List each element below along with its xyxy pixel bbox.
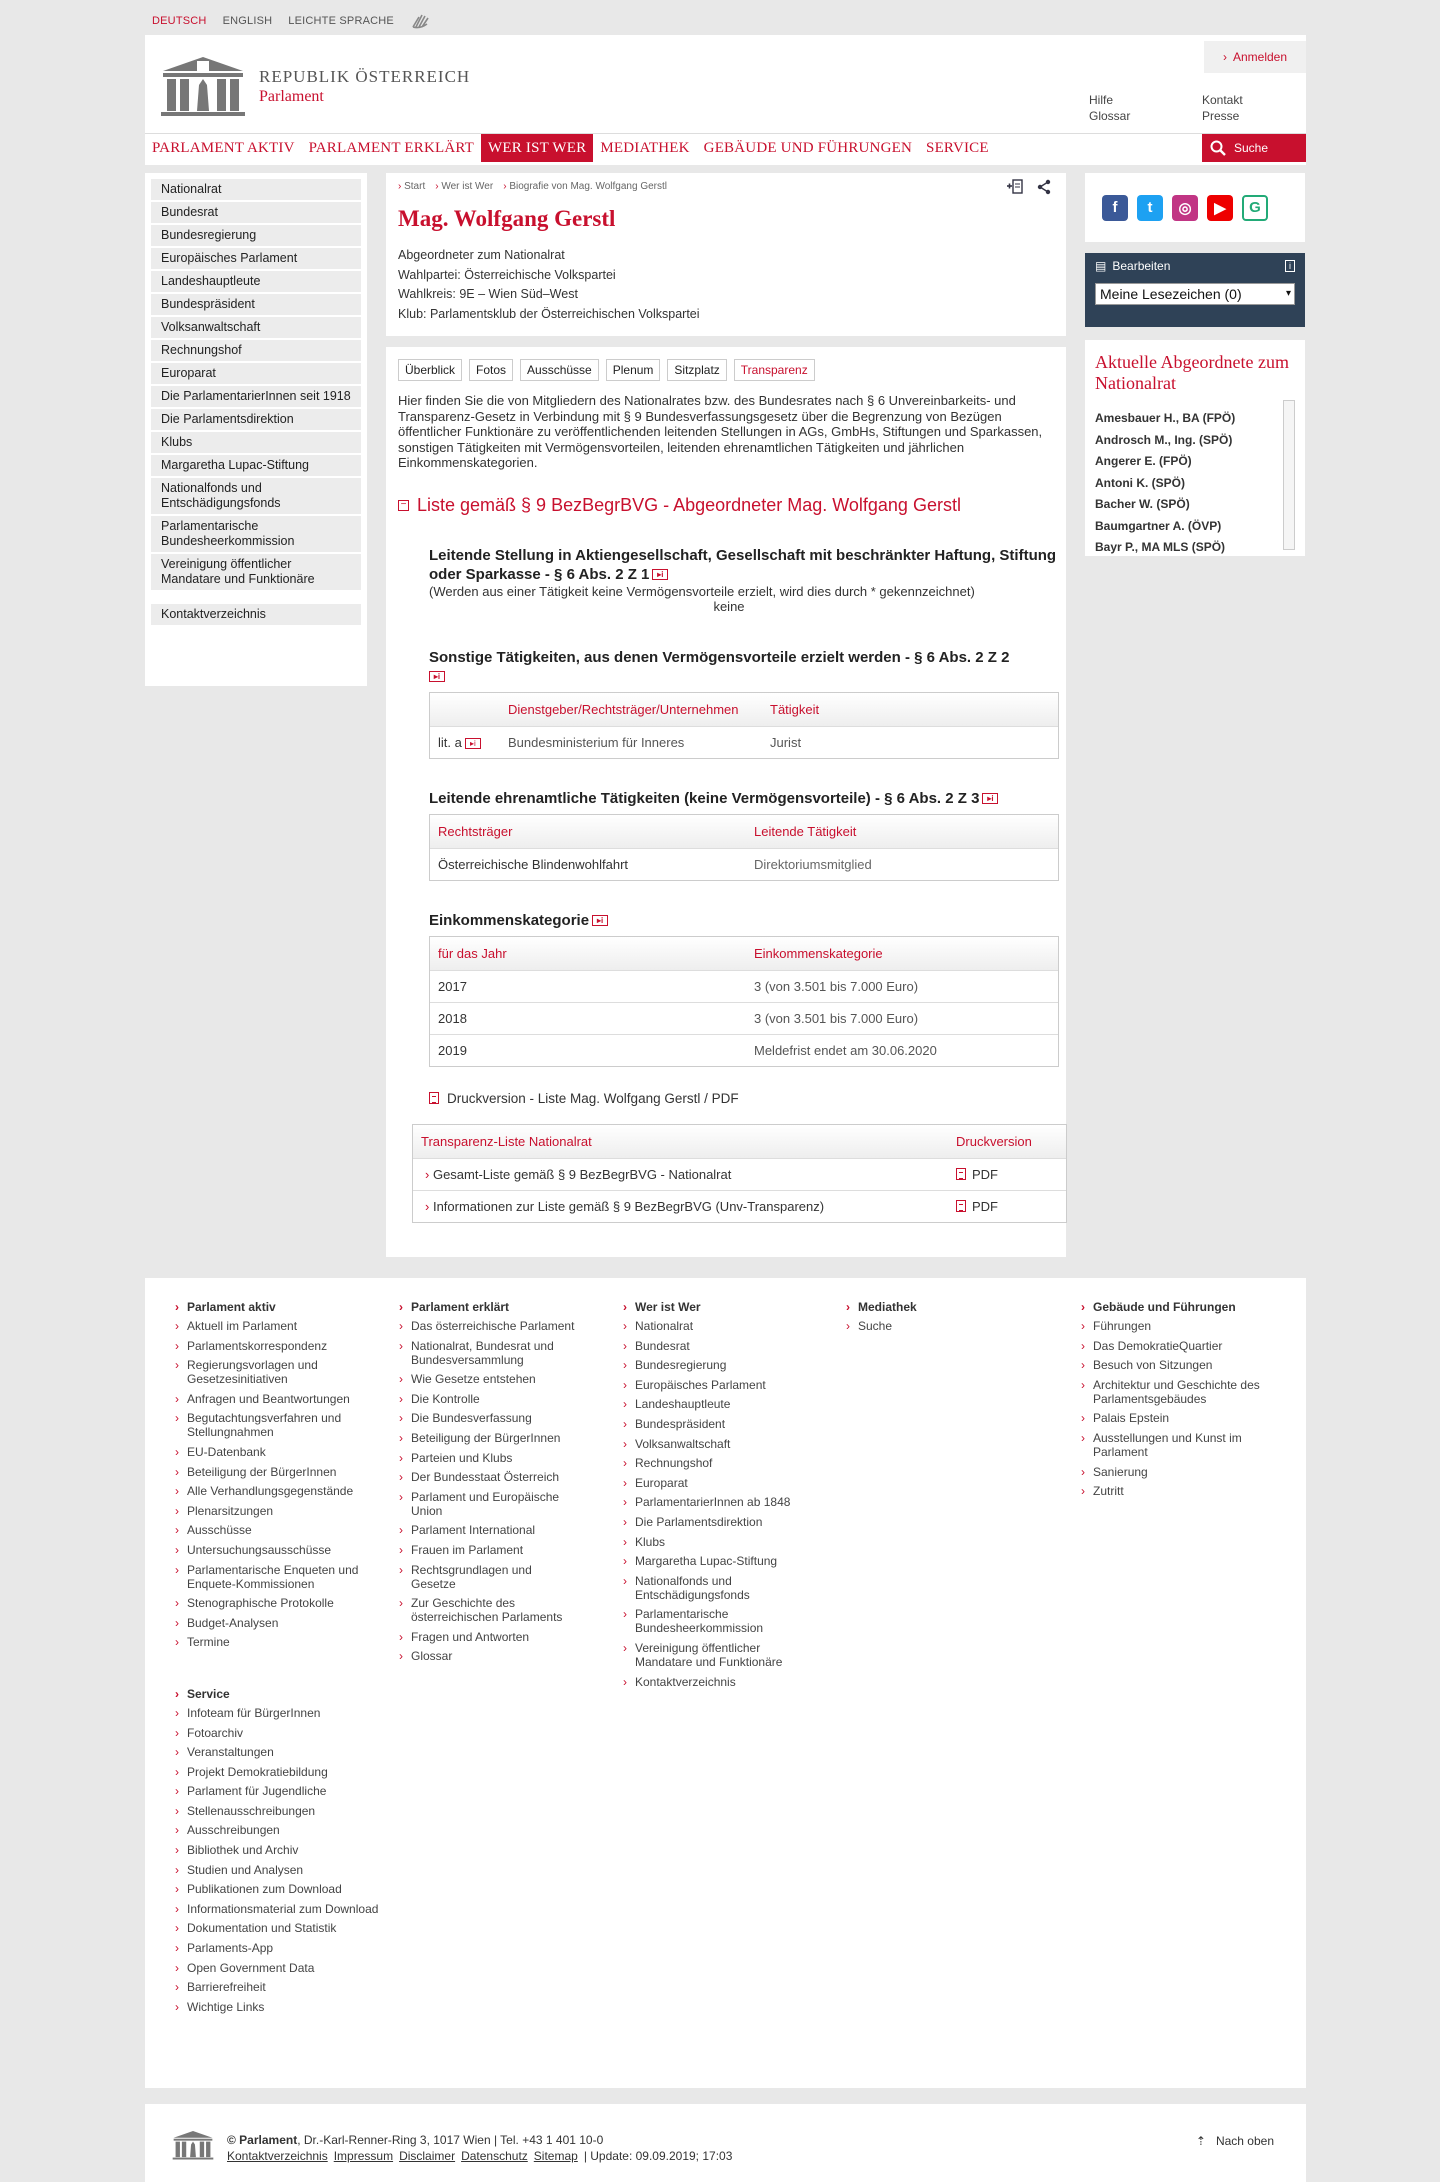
footer-heading[interactable]: › Parlament aktiv — [187, 1300, 387, 1314]
table-row — [430, 970, 1058, 1002]
table-row — [430, 1002, 1058, 1034]
section-title: Leitende Stellung in Aktiengesellschaft, Gesellschaft mit beschränkter Haftung, Stiftung oder Sparkasse - § 6 Abs. 2 Z 1 — [429, 546, 1057, 583]
nav-parlament-aktiv[interactable]: PARLAMENT AKTIV — [152, 139, 295, 156]
nav-mediathek[interactable]: MEDIATHEK — [600, 139, 690, 156]
tab-sitzplatz[interactable]: Sitzplatz — [667, 359, 726, 381]
footer-link[interactable]: › Besuch von Sitzungen — [1093, 1358, 1273, 1372]
back-to-top-link[interactable] — [1196, 2134, 1274, 2148]
footer-link[interactable]: › Budget-Analysen — [187, 1616, 387, 1630]
breadcrumb-start[interactable]: › Start — [398, 181, 425, 192]
parliament-building-icon — [171, 2130, 215, 2160]
facebook-icon[interactable]: f — [1102, 195, 1128, 221]
footer-link[interactable]: › Landeshauptleute — [635, 1397, 803, 1411]
search-icon — [1210, 140, 1226, 156]
logo-title: REPUBLIK ÖSTERREICH — [259, 66, 471, 86]
bottom-bar — [145, 2104, 1306, 2182]
glossary-link[interactable]: Glossar — [1089, 109, 1131, 123]
section-value: keine — [713, 598, 745, 614]
profile-district: Wahlkreis: 9E – Wien Süd–West — [398, 287, 578, 301]
logo-subtitle: Parlament — [259, 87, 324, 105]
footer-link[interactable]: › Margaretha Lupac-Stiftung — [635, 1554, 803, 1568]
util-links-left — [1089, 92, 1130, 124]
footer-link[interactable]: › Bundesrat — [635, 1339, 803, 1353]
bookmarks-select-value: Meine Lesezeichen (0) — [1100, 286, 1242, 302]
footer-link[interactable]: › Suche — [858, 1319, 1026, 1333]
chevron-down-icon: ▾ — [1285, 288, 1291, 299]
footer-link[interactable]: › Wie Gesetze entstehen — [411, 1372, 579, 1386]
footer-link[interactable]: › Informationsmaterial zum Download — [187, 1902, 387, 1916]
footer-link[interactable]: › Die Kontrolle — [411, 1392, 579, 1406]
main-content — [386, 347, 1066, 1257]
info-link-icon[interactable]: ▸i — [429, 671, 445, 682]
income-table — [429, 936, 1059, 1067]
back-to-top-label: Nach oben — [1215, 2134, 1274, 2148]
footer-link[interactable]: › Veranstaltungen — [187, 1745, 387, 1759]
profile-box — [386, 173, 1066, 336]
tab-fotos[interactable]: Fotos — [469, 359, 513, 381]
pdf-link[interactable]: PDF — [972, 1166, 998, 1182]
table-cell: 2018 — [438, 1010, 467, 1026]
footer-link[interactable]: › Barrierefreiheit — [187, 1980, 387, 1994]
copyright-address: , Dr.-Karl-Renner-Ring 3, 1017 Wien | Tel. +43 1 401 10-0 — [297, 2133, 604, 2147]
footer-link[interactable]: › Der Bundesstaat Österreich — [411, 1470, 579, 1484]
footer-heading[interactable]: › Mediathek — [858, 1300, 1026, 1314]
footer-col-gebaeude — [1093, 1300, 1273, 1504]
footer-link[interactable]: › Alle Verhandlungsgegenstände — [187, 1484, 387, 1498]
copyright — [227, 2132, 732, 2164]
footer-col-wer-ist-wer — [635, 1300, 803, 1694]
footer-link[interactable]: › Parteien und Klubs — [411, 1451, 579, 1465]
social-links — [1085, 173, 1305, 242]
column-header: Dienstgeber/Rechtsträger/Unternehmen — [508, 701, 739, 717]
section-ehrenamtlich — [429, 789, 1059, 881]
honorary-table — [429, 814, 1059, 881]
pdf-icon — [956, 1168, 966, 1180]
table-cell: Bundesministerium für Inneres — [508, 734, 685, 750]
footer-link[interactable]: › Fragen und Antworten — [411, 1630, 579, 1644]
print-version-label: Druckversion - Liste Mag. Wolfgang Gerstl / PDF — [447, 1090, 739, 1106]
intro-text: Hier finden Sie die von Mitgliedern des Nationalrates bzw. des Bundesrates nach § 6 Unvereinbarkeits- und Transparenz-Gesetz in Verbindung mit § 9 Bundesverfassungsgesetz über die Begrenzung von Bezügen öffentlicher Funktionäre zu veröffentlichenden leitenden Stellungen in AGs, GmbHs, Stiftungen und Sparkassen, sonstigen Tätigkeiten mit Vermögensvorteilen, leitenden ehrenamtlichen Tätigkeiten und jährlichen Einkommenskategorien. — [398, 393, 1043, 470]
copyright-org: © Parlament — [227, 2133, 298, 2147]
footer-link[interactable]: › Nationalrat — [635, 1319, 803, 1333]
arrow-up-icon: ⇡ — [1195, 2134, 1206, 2148]
tab-ueberblick[interactable]: Überblick — [398, 359, 462, 381]
gesamt-liste-link[interactable]: Gesamt-Liste gemäß § 9 BezBegrBVG - Nationalrat — [432, 1166, 732, 1182]
table-cell: Jurist — [770, 734, 802, 750]
sidebar-item[interactable]: Margaretha Lupac-Stiftung — [151, 455, 361, 476]
footer-link[interactable]: › Die Parlamentsdirektion — [635, 1515, 803, 1529]
edit-label: Bearbeiten — [1112, 259, 1171, 273]
footer-link[interactable]: › Parlamentarische Enqueten und Enquete-Kommissionen — [187, 1563, 387, 1591]
nav-wer-ist-wer[interactable]: WER IST WER — [481, 134, 593, 162]
parliament-logo[interactable] — [159, 55, 470, 117]
footer-link[interactable]: › Parlamentarische Bundesheerkommission — [635, 1607, 803, 1635]
list-item[interactable]: Bayr P., MA MLS (SPÖ) — [1095, 540, 1226, 554]
footer-heading[interactable]: › Wer ist Wer — [635, 1300, 803, 1314]
footer-link[interactable]: › Glossar — [411, 1649, 579, 1663]
footer-link[interactable]: › Ausschüsse — [187, 1523, 387, 1537]
search-button[interactable] — [1202, 134, 1306, 162]
profile-role: Abgeordneter zum Nationalrat — [398, 248, 565, 262]
section-note: (Werden aus einer Tätigkeit keine Vermögensvorteile erzielt, wird dies durch * gekennzeichnet) — [429, 583, 975, 599]
footer-col-mediathek — [858, 1300, 1026, 1339]
breadcrumb-current: › Biografie von Mag. Wolfgang Gerstl — [503, 181, 667, 192]
table-cell: 3 (von 3.501 bis 7.000 Euro) — [754, 978, 919, 994]
footer-link[interactable]: › Beteiligung der BürgerInnen — [411, 1431, 579, 1445]
footer-link[interactable]: › Parlament für Jugendliche — [187, 1784, 387, 1798]
list-item[interactable]: Amesbauer H., BA (FPÖ) — [1095, 411, 1236, 425]
left-sidebar — [145, 173, 367, 686]
footer-link[interactable]: › Das österreichische Parlament — [411, 1319, 579, 1333]
info-link-icon[interactable]: ▸i — [982, 793, 998, 804]
lang-english[interactable]: ENGLISH — [222, 15, 273, 27]
transparency-list-table — [412, 1124, 1067, 1223]
footer-link[interactable]: › Untersuchungsausschüsse — [187, 1543, 387, 1557]
info-link-icon[interactable]: ▸i — [592, 915, 608, 926]
login-label: Anmelden — [1232, 50, 1288, 64]
footer-link[interactable]: › Regierungsvorlagen und Gesetzesinitiativen — [187, 1358, 387, 1386]
section-einkommen — [429, 911, 1059, 1067]
section-sonstige — [429, 648, 1059, 759]
column-header: Einkommenskategorie — [754, 945, 883, 961]
sidebar-item[interactable]: Bundesrat — [151, 202, 361, 223]
info-link-icon[interactable]: ▸i — [652, 569, 668, 580]
list-item[interactable]: Angerer E. (FPÖ) — [1095, 454, 1192, 468]
footer-link[interactable]: › Bibliothek und Archiv — [187, 1843, 387, 1857]
info-icon[interactable]: i — [1285, 260, 1295, 272]
pdf-icon — [956, 1200, 966, 1212]
sidebar-item[interactable]: Nationalrat — [151, 179, 361, 200]
sidebar-item[interactable]: Die ParlamentarierInnen seit 1918 — [151, 386, 361, 407]
table-cell: Meldefrist endet am 30.06.2020 — [754, 1042, 937, 1058]
bookmark-icon: ▤ — [1095, 259, 1107, 273]
login-button[interactable] — [1204, 41, 1306, 73]
profile-party: Wahlpartei: Österreichische Volkspartei — [398, 267, 616, 282]
column-header: für das Jahr — [438, 945, 507, 961]
footer-link[interactable]: › Open Government Data — [187, 1961, 387, 1975]
table-row — [413, 1158, 1066, 1190]
footer-heading[interactable]: › Parlament erklärt — [411, 1300, 579, 1314]
util-links-right — [1202, 92, 1243, 124]
footer-link[interactable]: › Nationalrat, Bundesrat und Bundesversammlung — [411, 1339, 579, 1367]
footer-link[interactable]: › Dokumentation und Statistik — [187, 1921, 387, 1935]
table-cell: 2017 — [438, 978, 467, 994]
footer-link[interactable]: › Bundespräsident — [635, 1417, 803, 1431]
list-header[interactable] — [398, 495, 1054, 516]
footer-link[interactable]: › Stenographische Protokolle — [187, 1596, 387, 1610]
lang-deutsch[interactable]: DEUTSCH — [152, 15, 207, 27]
lang-leichte-sprache[interactable]: LEICHTE SPRACHE — [288, 15, 394, 27]
footer-link[interactable]: › Zur Geschichte des österreichischen Parlaments — [411, 1596, 579, 1624]
nav-gebaeude[interactable]: GEBÄUDE UND FÜHRUNGEN — [703, 139, 913, 156]
sidebar-item[interactable]: Bundesregierung — [151, 225, 361, 246]
table-row — [413, 1190, 1066, 1222]
column-header: Leitende Tätigkeit — [754, 823, 857, 839]
footer-link[interactable]: › Parlament und Europäische Union — [411, 1490, 579, 1518]
parliament-building-icon — [159, 55, 247, 117]
footer-link[interactable]: › Kontaktverzeichnis — [635, 1675, 803, 1689]
footer-link[interactable]: › Stellenausschreibungen — [187, 1804, 387, 1818]
footer-link[interactable]: › Nationalfonds und Entschädigungsfonds — [635, 1574, 803, 1602]
footer-link[interactable]: › ParlamentarierInnen ab 1848 — [635, 1495, 803, 1509]
update-info: | Update: 09.09.2019; 17:03 — [583, 2149, 733, 2163]
sidebar-item[interactable]: Europäisches Parlament — [151, 248, 361, 269]
footer-col-parlament-erklaert — [411, 1300, 579, 1669]
instagram-icon[interactable]: ◎ — [1172, 195, 1198, 221]
section-leitende-stellung — [429, 546, 1059, 614]
section-title: Leitende ehrenamtliche Tätigkeiten (keine Vermögensvorteile) - § 6 Abs. 2 Z 3 — [429, 789, 980, 807]
sidebar-item-kontakt[interactable]: Kontaktverzeichnis — [151, 604, 361, 625]
current-members-title: Aktuelle Abgeordnete zum Nationalrat — [1095, 352, 1289, 393]
footer-link[interactable]: › Infoteam für BürgerInnen — [187, 1706, 387, 1720]
footer-link[interactable]: › Rechtsgrundlagen und Gesetze — [411, 1563, 579, 1591]
list-item[interactable]: Antoni K. (SPÖ) — [1095, 475, 1185, 490]
table-cell: 2019 — [438, 1042, 467, 1058]
footer-link[interactable]: › Parlamentskorrespondenz — [187, 1339, 387, 1353]
footer-link[interactable]: › Führungen — [1093, 1319, 1273, 1333]
section-title: Einkommenskategorie — [429, 911, 590, 929]
footer-link[interactable]: › Das DemokratieQuartier — [1093, 1339, 1273, 1353]
tab-plenum[interactable]: Plenum — [606, 359, 661, 381]
column-header: Transparenz-Liste Nationalrat — [421, 1133, 592, 1149]
sidebar-item[interactable]: Rechnungshof — [151, 340, 361, 361]
press-link[interactable]: Presse — [1202, 109, 1240, 123]
sign-language-icon[interactable] — [410, 13, 432, 29]
table-cell: Direktoriumsmitglied — [754, 856, 872, 872]
pdf-icon — [429, 1092, 439, 1104]
footer-col-parlament-aktiv — [187, 1300, 387, 2019]
edit-panel — [1085, 253, 1305, 327]
footer-link[interactable]: › Parlaments-App — [187, 1941, 387, 1955]
list-item[interactable]: Bacher W. (SPÖ) — [1095, 497, 1190, 511]
footer-link-kontakt[interactable]: Kontaktverzeichnis — [227, 2149, 328, 2163]
footer-link-sitemap[interactable]: Sitemap — [533, 2149, 578, 2163]
tab-ausschuesse[interactable]: Ausschüsse — [520, 359, 599, 381]
sidebar-item[interactable]: Parlamentarische Bundesheerkommission — [151, 516, 361, 552]
footer-link[interactable]: › Architektur und Geschichte des Parlamentsgebäudes — [1093, 1378, 1273, 1406]
footer-link[interactable]: › EU-Datenbank — [187, 1445, 387, 1459]
twitter-icon[interactable]: t — [1137, 195, 1163, 221]
sidebar-item[interactable]: Landeshauptleute — [151, 271, 361, 292]
footer-link[interactable]: › Europäisches Parlament — [635, 1378, 803, 1392]
current-members-box — [1085, 340, 1305, 556]
site-header — [145, 35, 1306, 165]
main-nav — [145, 133, 1306, 161]
column-header: Rechtsträger — [438, 823, 513, 839]
footer-heading[interactable]: › Gebäude und Führungen — [1093, 1300, 1273, 1314]
footer-link[interactable]: › Wichtige Links — [187, 2000, 387, 2014]
language-bar — [152, 10, 432, 32]
chevron-right-icon: › — [425, 1198, 433, 1214]
nav-parlament-erklaert[interactable]: PARLAMENT ERKLÄRT — [308, 139, 475, 156]
profile-tabs — [398, 359, 1054, 381]
flickr-icon[interactable]: G — [1242, 195, 1268, 221]
footer-link[interactable]: › Parlament International — [411, 1523, 579, 1537]
list-item[interactable]: Androsch M., Ing. (SPÖ) — [1095, 432, 1233, 447]
sidebar-item[interactable]: Volksanwaltschaft — [151, 317, 361, 338]
members-list — [1095, 408, 1305, 558]
footer-link[interactable]: › Projekt Demokratiebildung — [187, 1765, 387, 1779]
scrollbar[interactable] — [1283, 400, 1295, 550]
footer-heading[interactable]: › Service — [187, 1687, 387, 1701]
tab-transparenz[interactable]: Transparenz — [734, 359, 815, 381]
footer-link[interactable]: › Beteiligung der BürgerInnen — [187, 1465, 387, 1479]
footer-link[interactable]: › Fotoarchiv — [187, 1726, 387, 1740]
sidebar-item[interactable]: Bundespräsident — [151, 294, 361, 315]
share-icon[interactable] — [1036, 179, 1052, 195]
footer-link[interactable]: › Frauen im Parlament — [411, 1543, 579, 1557]
sidebar-item[interactable]: Vereinigung öffentlicher Mandatare und Funktionäre — [151, 554, 361, 590]
footer-link[interactable]: › Studien und Analysen — [187, 1863, 387, 1877]
bookmarks-select[interactable] — [1095, 283, 1295, 305]
page-title: Mag. Wolfgang Gerstl — [398, 206, 616, 231]
collapse-icon[interactable]: − — [398, 500, 409, 511]
footer-link[interactable]: › Palais Epstein — [1093, 1411, 1273, 1425]
footer-link[interactable]: › Klubs — [635, 1535, 803, 1549]
section-title: Sonstige Tätigkeiten, aus denen Vermögensvorteile erzielt werden - § 6 Abs. 2 Z 2 — [429, 648, 1010, 666]
footer-link[interactable]: › Ausschreibungen — [187, 1823, 387, 1837]
footer-link[interactable]: › Anfragen und Beantwortungen — [187, 1392, 387, 1406]
youtube-icon[interactable]: ▶ — [1207, 195, 1233, 221]
sidebar-item[interactable]: Europarat — [151, 363, 361, 384]
contact-link[interactable]: Kontakt — [1202, 93, 1243, 107]
list-title: Liste gemäß § 9 BezBegrBVG - Abgeordneter Mag. Wolfgang Gerstl — [417, 494, 961, 515]
footer-link[interactable]: › Vereinigung öffentlicher Mandatare und Funktionäre — [635, 1641, 803, 1669]
footer-link[interactable]: › Begutachtungsverfahren und Stellungnahmen — [187, 1411, 387, 1439]
footer-link[interactable]: › Sanierung — [1093, 1465, 1273, 1479]
chevron-right-icon: › — [1222, 50, 1227, 64]
table-row — [430, 726, 1058, 758]
bookmark-add-icon[interactable] — [1006, 179, 1024, 195]
footer-link[interactable]: › Publikationen zum Download — [187, 1882, 387, 1896]
footer-link[interactable]: › Plenarsitzungen — [187, 1504, 387, 1518]
lit-label: lit. a — [438, 734, 462, 750]
footer-link[interactable]: › Termine — [187, 1635, 387, 1649]
column-header: Druckversion — [956, 1133, 1032, 1149]
table-cell: 3 (von 3.501 bis 7.000 Euro) — [754, 1010, 919, 1026]
chevron-right-icon: › — [425, 1166, 433, 1182]
table-cell: Österreichische Blindenwohlfahrt — [438, 856, 629, 872]
print-version-link[interactable] — [429, 1091, 1054, 1106]
table-row — [430, 848, 1058, 880]
sidebar-item[interactable]: Nationalfonds und Entschädigungsfonds — [151, 478, 361, 514]
breadcrumb-wer-ist-wer[interactable]: › Wer ist Wer — [435, 181, 493, 192]
breadcrumb — [398, 181, 1054, 192]
footer-link-datenschutz[interactable]: Datenschutz — [461, 2149, 528, 2163]
footer-link-impressum[interactable]: Impressum — [333, 2149, 394, 2163]
footer-link[interactable]: › Die Bundesverfassung — [411, 1411, 579, 1425]
column-header: Tätigkeit — [770, 701, 820, 717]
pdf-link[interactable]: PDF — [972, 1198, 998, 1214]
footer-link[interactable]: › Volksanwaltschaft — [635, 1437, 803, 1451]
sidebar-item[interactable]: Die Parlamentsdirektion — [151, 409, 361, 430]
help-link[interactable]: Hilfe — [1089, 93, 1114, 107]
table-row — [430, 1034, 1058, 1066]
footer-link[interactable]: › Ausstellungen und Kunst im Parlament — [1093, 1431, 1273, 1459]
profile-club: Klub: Parlamentsklub der Österreichischen Volkspartei — [398, 306, 700, 321]
info-liste-link[interactable]: Informationen zur Liste gemäß § 9 BezBegrBVG (Unv-Transparenz) — [432, 1198, 825, 1214]
footer-link[interactable]: › Europarat — [635, 1476, 803, 1490]
nav-service[interactable]: SERVICE — [926, 139, 989, 156]
footer-link[interactable]: › Aktuell im Parlament — [187, 1319, 387, 1333]
info-link-icon[interactable]: ▸i — [465, 738, 481, 749]
footer-link[interactable]: › Rechnungshof — [635, 1456, 803, 1470]
sidebar-item[interactable]: Klubs — [151, 432, 361, 453]
activities-table — [429, 692, 1059, 759]
footer-link[interactable]: › Zutritt — [1093, 1484, 1273, 1498]
profile-info — [398, 246, 1054, 324]
list-item[interactable]: Baumgartner A. (ÖVP) — [1095, 518, 1222, 533]
site-footer — [145, 1278, 1306, 2088]
footer-link[interactable]: › Bundesregierung — [635, 1358, 803, 1372]
footer-link-disclaimer[interactable]: Disclaimer — [399, 2149, 456, 2163]
search-label: Suche — [1234, 141, 1269, 155]
